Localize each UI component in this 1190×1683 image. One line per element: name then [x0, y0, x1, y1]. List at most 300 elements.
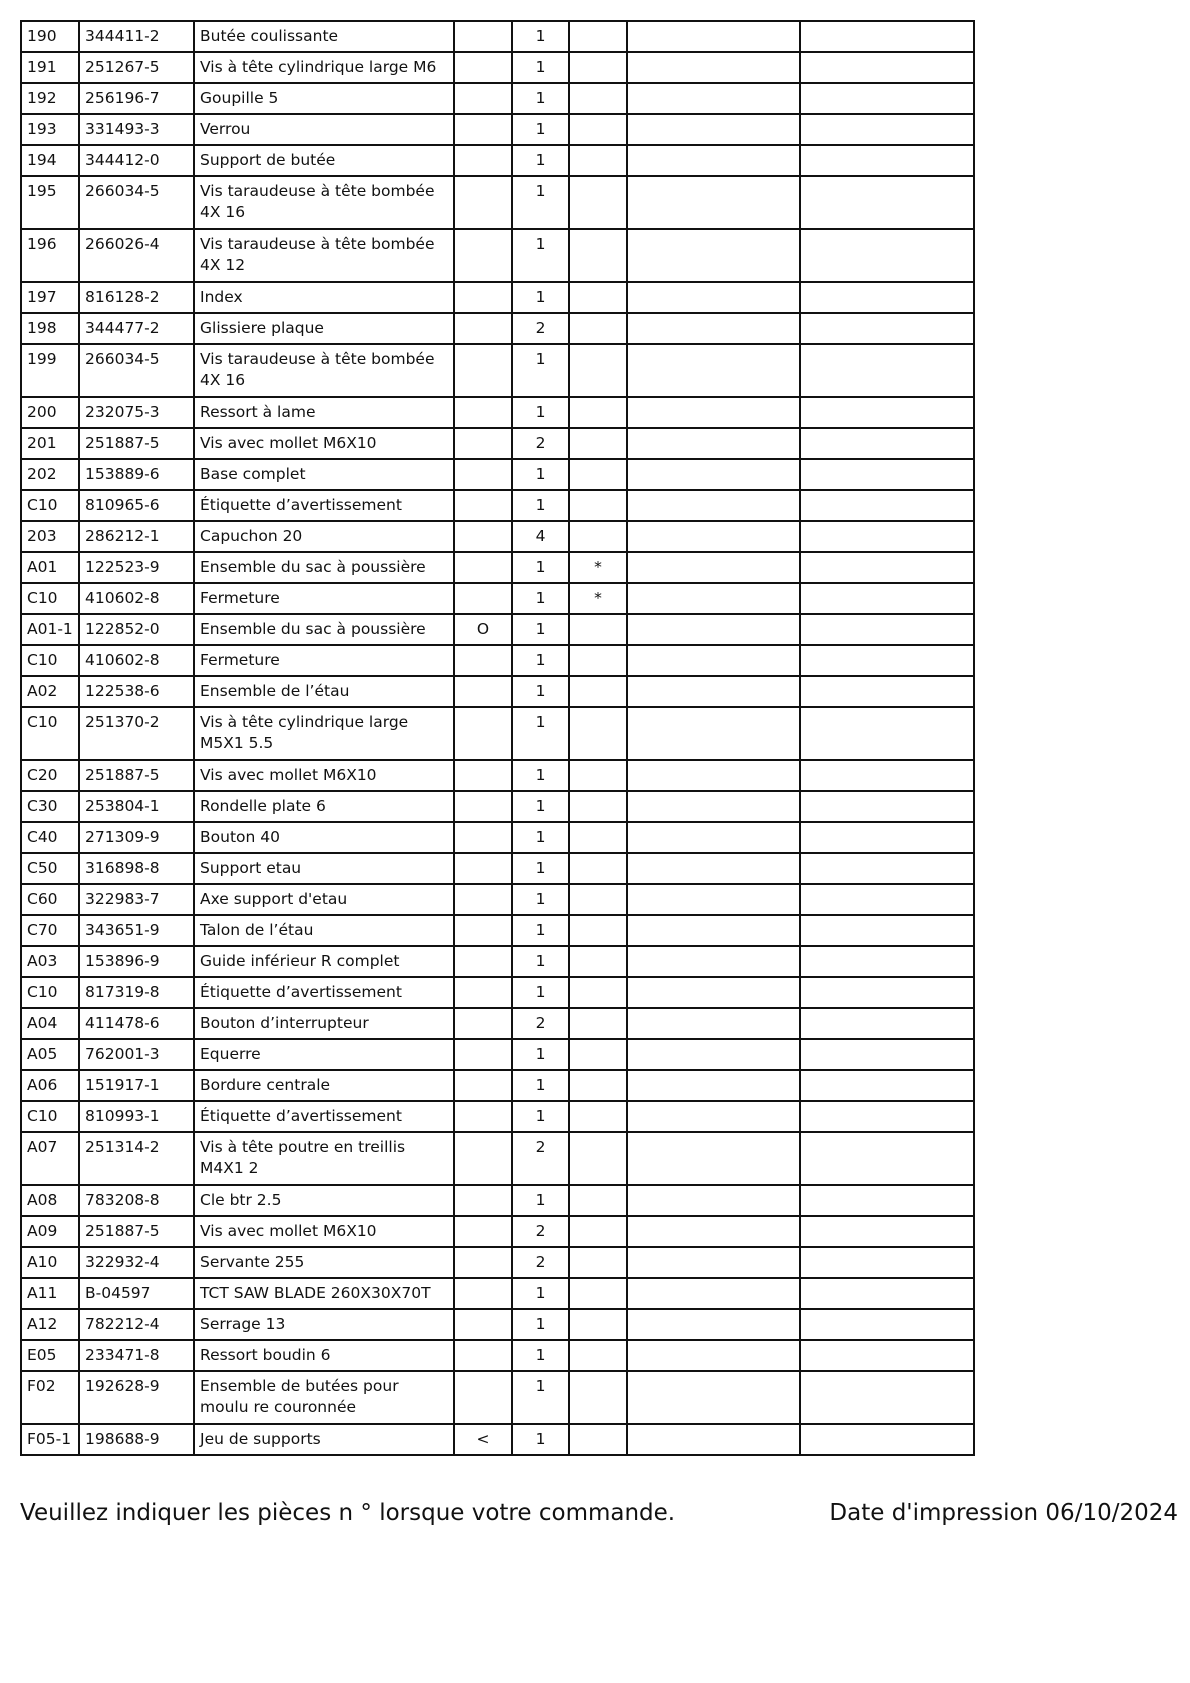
- description-cell: Support de butée: [194, 145, 454, 176]
- item-number-cell: 191: [21, 52, 79, 83]
- flag-cell: [569, 915, 627, 946]
- quantity-cell: 1: [512, 114, 569, 145]
- blank-cell: [627, 344, 800, 397]
- blank-cell: [627, 1278, 800, 1309]
- quantity-cell: 1: [512, 490, 569, 521]
- part-number-cell: 411478-6: [79, 1008, 194, 1039]
- blank-cell: [627, 676, 800, 707]
- blank-cell: [800, 1070, 974, 1101]
- part-number-cell: 232075-3: [79, 397, 194, 428]
- quantity-cell: 1: [512, 1278, 569, 1309]
- part-number-cell: 271309-9: [79, 822, 194, 853]
- blank-cell: [627, 1185, 800, 1216]
- blank-cell: [800, 21, 974, 52]
- quantity-cell: 1: [512, 1070, 569, 1101]
- blank-cell: [800, 1278, 974, 1309]
- quantity-cell: 1: [512, 853, 569, 884]
- blank-cell: [800, 521, 974, 552]
- item-number-cell: 200: [21, 397, 79, 428]
- item-number-cell: 194: [21, 145, 79, 176]
- quantity-cell: 1: [512, 552, 569, 583]
- blank-cell: [800, 1216, 974, 1247]
- blank-cell: [800, 822, 974, 853]
- item-number-cell: E05: [21, 1340, 79, 1371]
- description-cell: Servante 255: [194, 1247, 454, 1278]
- blank-cell: [627, 707, 800, 760]
- marker-cell: [454, 397, 512, 428]
- blank-cell: [800, 884, 974, 915]
- flag-cell: [569, 313, 627, 344]
- flag-cell: [569, 791, 627, 822]
- quantity-cell: 1: [512, 583, 569, 614]
- table-row: [21, 915, 974, 946]
- blank-cell: [627, 1371, 800, 1424]
- part-number-cell: 316898-8: [79, 853, 194, 884]
- part-number-cell: B-04597: [79, 1278, 194, 1309]
- description-cell: Étiquette d’avertissement: [194, 490, 454, 521]
- part-number-cell: 322932-4: [79, 1247, 194, 1278]
- item-number-cell: C20: [21, 760, 79, 791]
- table-row: [21, 645, 974, 676]
- blank-cell: [627, 915, 800, 946]
- blank-cell: [627, 760, 800, 791]
- table-row: [21, 1070, 974, 1101]
- flag-cell: [569, 1070, 627, 1101]
- item-number-cell: A07: [21, 1132, 79, 1185]
- part-number-cell: 151917-1: [79, 1070, 194, 1101]
- part-number-cell: 198688-9: [79, 1424, 194, 1455]
- blank-cell: [627, 946, 800, 977]
- blank-cell: [800, 428, 974, 459]
- table-row: [21, 313, 974, 344]
- table-row: [21, 397, 974, 428]
- table-row: [21, 21, 974, 52]
- part-number-cell: 251887-5: [79, 428, 194, 459]
- blank-cell: [627, 1039, 800, 1070]
- table-row: [21, 1309, 974, 1340]
- description-cell: Ensemble du sac à poussière: [194, 614, 454, 645]
- quantity-cell: 2: [512, 428, 569, 459]
- table-row: [21, 1371, 974, 1424]
- marker-cell: [454, 1039, 512, 1070]
- quantity-cell: 1: [512, 1039, 569, 1070]
- blank-cell: [800, 176, 974, 229]
- blank-cell: [800, 459, 974, 490]
- flag-cell: [569, 853, 627, 884]
- description-cell: Vis à tête cylindrique large M5X1 5.5: [194, 707, 454, 760]
- item-number-cell: C10: [21, 490, 79, 521]
- description-cell: Axe support d'etau: [194, 884, 454, 915]
- item-number-cell: C10: [21, 707, 79, 760]
- blank-cell: [800, 1132, 974, 1185]
- blank-cell: [800, 229, 974, 282]
- description-cell: Bordure centrale: [194, 1070, 454, 1101]
- table-row: [21, 1039, 974, 1070]
- item-number-cell: 196: [21, 229, 79, 282]
- table-row: [21, 521, 974, 552]
- quantity-cell: 1: [512, 760, 569, 791]
- marker-cell: [454, 707, 512, 760]
- blank-cell: [627, 884, 800, 915]
- marker-cell: [454, 83, 512, 114]
- table-row: [21, 707, 974, 760]
- description-cell: Ensemble de butées pour moulu re couronnée: [194, 1371, 454, 1424]
- table-row: [21, 1247, 974, 1278]
- flag-cell: [569, 1278, 627, 1309]
- item-number-cell: C10: [21, 977, 79, 1008]
- marker-cell: [454, 552, 512, 583]
- blank-cell: [800, 707, 974, 760]
- flag-cell: [569, 676, 627, 707]
- table-row: [21, 83, 974, 114]
- table-row: [21, 459, 974, 490]
- flag-cell: [569, 1132, 627, 1185]
- marker-cell: [454, 21, 512, 52]
- flag-cell: [569, 1185, 627, 1216]
- table-row: [21, 1424, 974, 1455]
- marker-cell: [454, 946, 512, 977]
- blank-cell: [627, 1309, 800, 1340]
- description-cell: Index: [194, 282, 454, 313]
- blank-cell: [627, 459, 800, 490]
- item-number-cell: C70: [21, 915, 79, 946]
- blank-cell: [627, 145, 800, 176]
- quantity-cell: 2: [512, 1216, 569, 1247]
- marker-cell: [454, 1185, 512, 1216]
- table-row: [21, 229, 974, 282]
- description-cell: Vis taraudeuse à tête bombée 4X 16: [194, 176, 454, 229]
- marker-cell: [454, 1247, 512, 1278]
- flag-cell: [569, 282, 627, 313]
- marker-cell: [454, 176, 512, 229]
- marker-cell: [454, 114, 512, 145]
- table-row: [21, 614, 974, 645]
- part-number-cell: 251314-2: [79, 1132, 194, 1185]
- part-number-cell: 122538-6: [79, 676, 194, 707]
- blank-cell: [627, 114, 800, 145]
- blank-cell: [627, 1424, 800, 1455]
- marker-cell: [454, 977, 512, 1008]
- item-number-cell: 197: [21, 282, 79, 313]
- description-cell: Vis avec mollet M6X10: [194, 428, 454, 459]
- flag-cell: [569, 490, 627, 521]
- part-number-cell: 253804-1: [79, 791, 194, 822]
- quantity-cell: 2: [512, 313, 569, 344]
- blank-cell: [800, 145, 974, 176]
- description-cell: Cle btr 2.5: [194, 1185, 454, 1216]
- marker-cell: [454, 1008, 512, 1039]
- item-number-cell: A03: [21, 946, 79, 977]
- marker-cell: [454, 52, 512, 83]
- description-cell: Guide inférieur R complet: [194, 946, 454, 977]
- parts-table-body: [21, 21, 974, 1455]
- quantity-cell: 2: [512, 1008, 569, 1039]
- part-number-cell: 816128-2: [79, 282, 194, 313]
- description-cell: Vis taraudeuse à tête bombée 4X 16: [194, 344, 454, 397]
- marker-cell: [454, 822, 512, 853]
- table-row: [21, 1216, 974, 1247]
- blank-cell: [627, 428, 800, 459]
- blank-cell: [627, 21, 800, 52]
- description-cell: Glissiere plaque: [194, 313, 454, 344]
- blank-cell: [627, 313, 800, 344]
- part-number-cell: 233471-8: [79, 1340, 194, 1371]
- flag-cell: [569, 229, 627, 282]
- flag-cell: [569, 344, 627, 397]
- flag-cell: [569, 884, 627, 915]
- part-number-cell: 192628-9: [79, 1371, 194, 1424]
- flag-cell: [569, 176, 627, 229]
- blank-cell: [800, 1371, 974, 1424]
- description-cell: Ensemble du sac à poussière: [194, 552, 454, 583]
- item-number-cell: A02: [21, 676, 79, 707]
- item-number-cell: 199: [21, 344, 79, 397]
- part-number-cell: 153889-6: [79, 459, 194, 490]
- flag-cell: [569, 822, 627, 853]
- description-cell: Verrou: [194, 114, 454, 145]
- item-number-cell: 203: [21, 521, 79, 552]
- blank-cell: [800, 52, 974, 83]
- marker-cell: <: [454, 1424, 512, 1455]
- parts-table: [20, 20, 975, 1456]
- part-number-cell: 266034-5: [79, 344, 194, 397]
- description-cell: Vis à tête cylindrique large M6: [194, 52, 454, 83]
- quantity-cell: 1: [512, 1101, 569, 1132]
- marker-cell: [454, 344, 512, 397]
- part-number-cell: 762001-3: [79, 1039, 194, 1070]
- item-number-cell: A09: [21, 1216, 79, 1247]
- part-number-cell: 782212-4: [79, 1309, 194, 1340]
- item-number-cell: F02: [21, 1371, 79, 1424]
- table-row: [21, 1340, 974, 1371]
- marker-cell: [454, 490, 512, 521]
- description-cell: Étiquette d’avertissement: [194, 1101, 454, 1132]
- blank-cell: [627, 52, 800, 83]
- table-row: [21, 760, 974, 791]
- part-number-cell: 251887-5: [79, 1216, 194, 1247]
- description-cell: Goupille 5: [194, 83, 454, 114]
- part-number-cell: 322983-7: [79, 884, 194, 915]
- quantity-cell: 1: [512, 676, 569, 707]
- part-number-cell: 344411-2: [79, 21, 194, 52]
- item-number-cell: 198: [21, 313, 79, 344]
- description-cell: Vis à tête poutre en treillis M4X1 2: [194, 1132, 454, 1185]
- item-number-cell: F05-1: [21, 1424, 79, 1455]
- part-number-cell: 410602-8: [79, 645, 194, 676]
- part-number-cell: 343651-9: [79, 915, 194, 946]
- flag-cell: [569, 428, 627, 459]
- quantity-cell: 1: [512, 21, 569, 52]
- blank-cell: [627, 853, 800, 884]
- blank-cell: [800, 915, 974, 946]
- blank-cell: [627, 521, 800, 552]
- item-number-cell: A11: [21, 1278, 79, 1309]
- flag-cell: [569, 1247, 627, 1278]
- blank-cell: [800, 1101, 974, 1132]
- marker-cell: [454, 884, 512, 915]
- marker-cell: [454, 1101, 512, 1132]
- marker-cell: [454, 282, 512, 313]
- blank-cell: [627, 1070, 800, 1101]
- blank-cell: [800, 1309, 974, 1340]
- blank-cell: [627, 1247, 800, 1278]
- flag-cell: [569, 977, 627, 1008]
- blank-cell: [800, 114, 974, 145]
- flag-cell: *: [569, 552, 627, 583]
- table-row: [21, 1278, 974, 1309]
- marker-cell: [454, 645, 512, 676]
- description-cell: Rondelle plate 6: [194, 791, 454, 822]
- flag-cell: *: [569, 583, 627, 614]
- marker-cell: [454, 1309, 512, 1340]
- marker-cell: [454, 145, 512, 176]
- part-number-cell: 251370-2: [79, 707, 194, 760]
- flag-cell: [569, 614, 627, 645]
- item-number-cell: C10: [21, 645, 79, 676]
- part-number-cell: 344477-2: [79, 313, 194, 344]
- description-cell: Jeu de supports: [194, 1424, 454, 1455]
- blank-cell: [800, 1340, 974, 1371]
- marker-cell: [454, 583, 512, 614]
- quantity-cell: 1: [512, 707, 569, 760]
- description-cell: Fermeture: [194, 645, 454, 676]
- marker-cell: [454, 1371, 512, 1424]
- quantity-cell: 1: [512, 52, 569, 83]
- blank-cell: [627, 1008, 800, 1039]
- table-row: [21, 282, 974, 313]
- blank-cell: [800, 83, 974, 114]
- part-number-cell: 153896-9: [79, 946, 194, 977]
- item-number-cell: C10: [21, 583, 79, 614]
- quantity-cell: 1: [512, 344, 569, 397]
- marker-cell: O: [454, 614, 512, 645]
- part-number-cell: 817319-8: [79, 977, 194, 1008]
- description-cell: Vis avec mollet M6X10: [194, 760, 454, 791]
- description-cell: Ressort à lame: [194, 397, 454, 428]
- flag-cell: [569, 521, 627, 552]
- description-cell: Vis avec mollet M6X10: [194, 1216, 454, 1247]
- description-cell: Base complet: [194, 459, 454, 490]
- marker-cell: [454, 676, 512, 707]
- item-number-cell: 202: [21, 459, 79, 490]
- blank-cell: [627, 583, 800, 614]
- quantity-cell: 1: [512, 791, 569, 822]
- table-row: [21, 1101, 974, 1132]
- part-number-cell: 410602-8: [79, 583, 194, 614]
- blank-cell: [627, 176, 800, 229]
- flag-cell: [569, 397, 627, 428]
- flag-cell: [569, 1039, 627, 1070]
- part-number-cell: 266026-4: [79, 229, 194, 282]
- item-number-cell: C30: [21, 791, 79, 822]
- description-cell: Bouton 40: [194, 822, 454, 853]
- table-row: [21, 1132, 974, 1185]
- marker-cell: [454, 1216, 512, 1247]
- flag-cell: [569, 1424, 627, 1455]
- item-number-cell: A01: [21, 552, 79, 583]
- marker-cell: [454, 853, 512, 884]
- blank-cell: [800, 282, 974, 313]
- item-number-cell: C60: [21, 884, 79, 915]
- part-number-cell: 810993-1: [79, 1101, 194, 1132]
- marker-cell: [454, 915, 512, 946]
- blank-cell: [800, 1039, 974, 1070]
- table-row: [21, 1185, 974, 1216]
- quantity-cell: 1: [512, 176, 569, 229]
- description-cell: Vis taraudeuse à tête bombée 4X 12: [194, 229, 454, 282]
- blank-cell: [800, 1424, 974, 1455]
- blank-cell: [800, 791, 974, 822]
- part-number-cell: 344412-0: [79, 145, 194, 176]
- table-row: [21, 583, 974, 614]
- description-cell: Ressort boudin 6: [194, 1340, 454, 1371]
- blank-cell: [800, 760, 974, 791]
- part-number-cell: 122852-0: [79, 614, 194, 645]
- flag-cell: [569, 1371, 627, 1424]
- flag-cell: [569, 83, 627, 114]
- marker-cell: [454, 1278, 512, 1309]
- blank-cell: [627, 552, 800, 583]
- part-number-cell: 286212-1: [79, 521, 194, 552]
- marker-cell: [454, 1132, 512, 1185]
- table-row: [21, 884, 974, 915]
- quantity-cell: 1: [512, 83, 569, 114]
- part-number-cell: 251267-5: [79, 52, 194, 83]
- description-cell: Talon de l’étau: [194, 915, 454, 946]
- item-number-cell: A06: [21, 1070, 79, 1101]
- quantity-cell: 1: [512, 145, 569, 176]
- table-row: [21, 791, 974, 822]
- blank-cell: [627, 645, 800, 676]
- marker-cell: [454, 521, 512, 552]
- quantity-cell: 1: [512, 884, 569, 915]
- flag-cell: [569, 645, 627, 676]
- description-cell: Bouton d’interrupteur: [194, 1008, 454, 1039]
- blank-cell: [627, 1101, 800, 1132]
- blank-cell: [800, 1185, 974, 1216]
- quantity-cell: 1: [512, 614, 569, 645]
- blank-cell: [800, 344, 974, 397]
- blank-cell: [627, 490, 800, 521]
- blank-cell: [627, 1132, 800, 1185]
- part-number-cell: 810965-6: [79, 490, 194, 521]
- quantity-cell: 1: [512, 946, 569, 977]
- description-cell: Equerre: [194, 1039, 454, 1070]
- item-number-cell: 201: [21, 428, 79, 459]
- marker-cell: [454, 791, 512, 822]
- description-cell: Support etau: [194, 853, 454, 884]
- description-cell: TCT SAW BLADE 260X30X70T: [194, 1278, 454, 1309]
- blank-cell: [800, 552, 974, 583]
- quantity-cell: 2: [512, 1132, 569, 1185]
- flag-cell: [569, 946, 627, 977]
- item-number-cell: A05: [21, 1039, 79, 1070]
- blank-cell: [627, 614, 800, 645]
- item-number-cell: 190: [21, 21, 79, 52]
- table-row: [21, 1008, 974, 1039]
- flag-cell: [569, 760, 627, 791]
- quantity-cell: 1: [512, 977, 569, 1008]
- blank-cell: [800, 946, 974, 977]
- flag-cell: [569, 52, 627, 83]
- blank-cell: [627, 282, 800, 313]
- part-number-cell: 266034-5: [79, 176, 194, 229]
- item-number-cell: C50: [21, 853, 79, 884]
- marker-cell: [454, 428, 512, 459]
- marker-cell: [454, 229, 512, 282]
- blank-cell: [800, 397, 974, 428]
- marker-cell: [454, 1070, 512, 1101]
